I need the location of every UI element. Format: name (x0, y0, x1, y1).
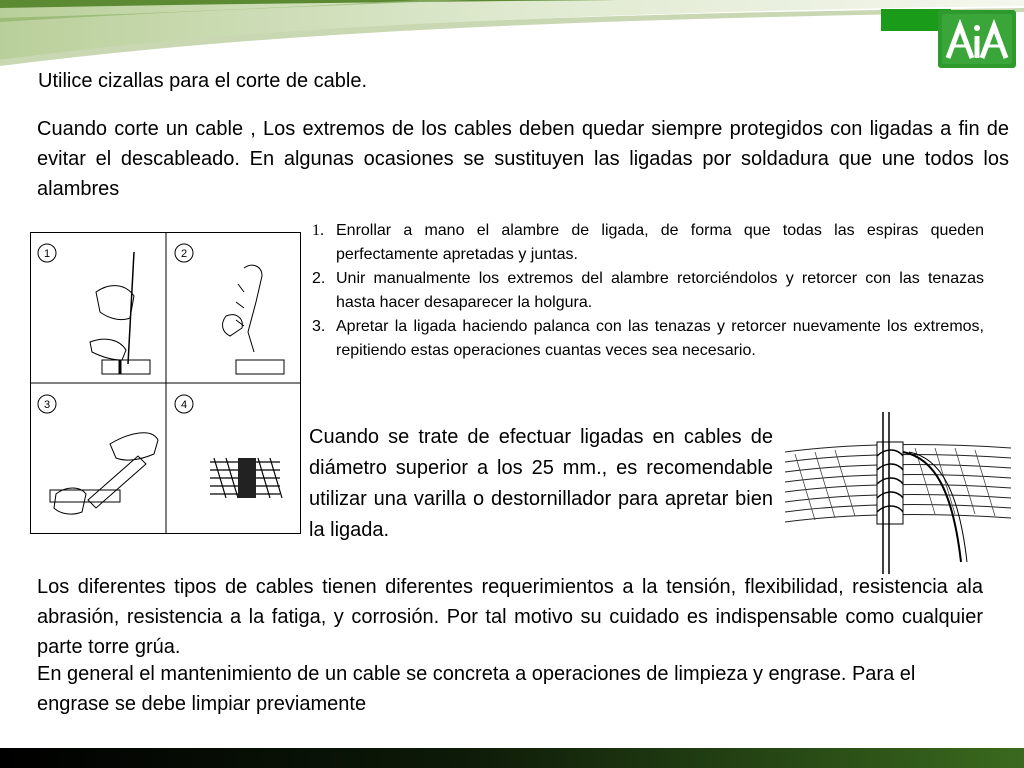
paragraph-ligadas: Cuando corte un cable , Los extremos de los cables deben quedar siempre protegidos con ligadas a fin de evitar el descableado. En algunas ocasiones se sustituyen las ligadas por soldadura que une todos los alambres (37, 118, 1009, 200)
step-text: Unir manualmente los extremos del alambre retorciéndolos y retorcer con las tenazas hasta hacer desaparecer la holgura. (336, 270, 984, 311)
paragraph-tipos-cables: Los diferentes tipos de cables tienen diferentes requerimientos a la tensión, flexibilidad, resistencia ala abrasión, resistencia a la fatiga, y corrosión. Por tal motivo su cuidado es indispensable como cualquier parte torre grúa. (37, 576, 983, 658)
paragraph-varilla: Cuando se trate de efectuar ligadas en cables de diámetro superior a los 25 mm., es recomendable utilizar una varilla o destornillador para apretar bien la ligada. (309, 426, 773, 541)
paragraph-mantenimiento: En general el mantenimiento de un cable se concreta a operaciones de limpieza y engrase. Para el engrase se debe limpiar previamente (37, 663, 916, 715)
list-item (312, 267, 984, 315)
ligada-steps-illustration (30, 232, 301, 534)
list-item (312, 315, 984, 363)
rope-binding-illustration (785, 412, 1011, 574)
list-item (312, 219, 984, 267)
figure-label-4: 4 (180, 399, 188, 411)
intro-line: Utilice cizallas para el corte de cable. (38, 70, 368, 92)
figure-label-1: 1 (43, 248, 51, 260)
steps-list (312, 219, 984, 363)
step-text: Apretar la ligada haciendo palanca con las tenazas y retorcer nuevamente los extremos, repitiendo estas operaciones cuantas veces sea necesario. (336, 318, 984, 359)
aia-logo (938, 10, 1016, 68)
step-number: 2. (312, 270, 326, 287)
figure-label-2: 2 (180, 248, 188, 260)
header-band (0, 0, 1024, 70)
step-number: 1. (312, 222, 324, 239)
footer-band (0, 748, 1024, 768)
figure-label-3: 3 (43, 399, 51, 411)
step-number: 3. (312, 318, 326, 335)
step-text: Enrollar a mano el alambre de ligada, de forma que todas las espiras queden perfectamente apretadas y juntas. (336, 222, 984, 263)
